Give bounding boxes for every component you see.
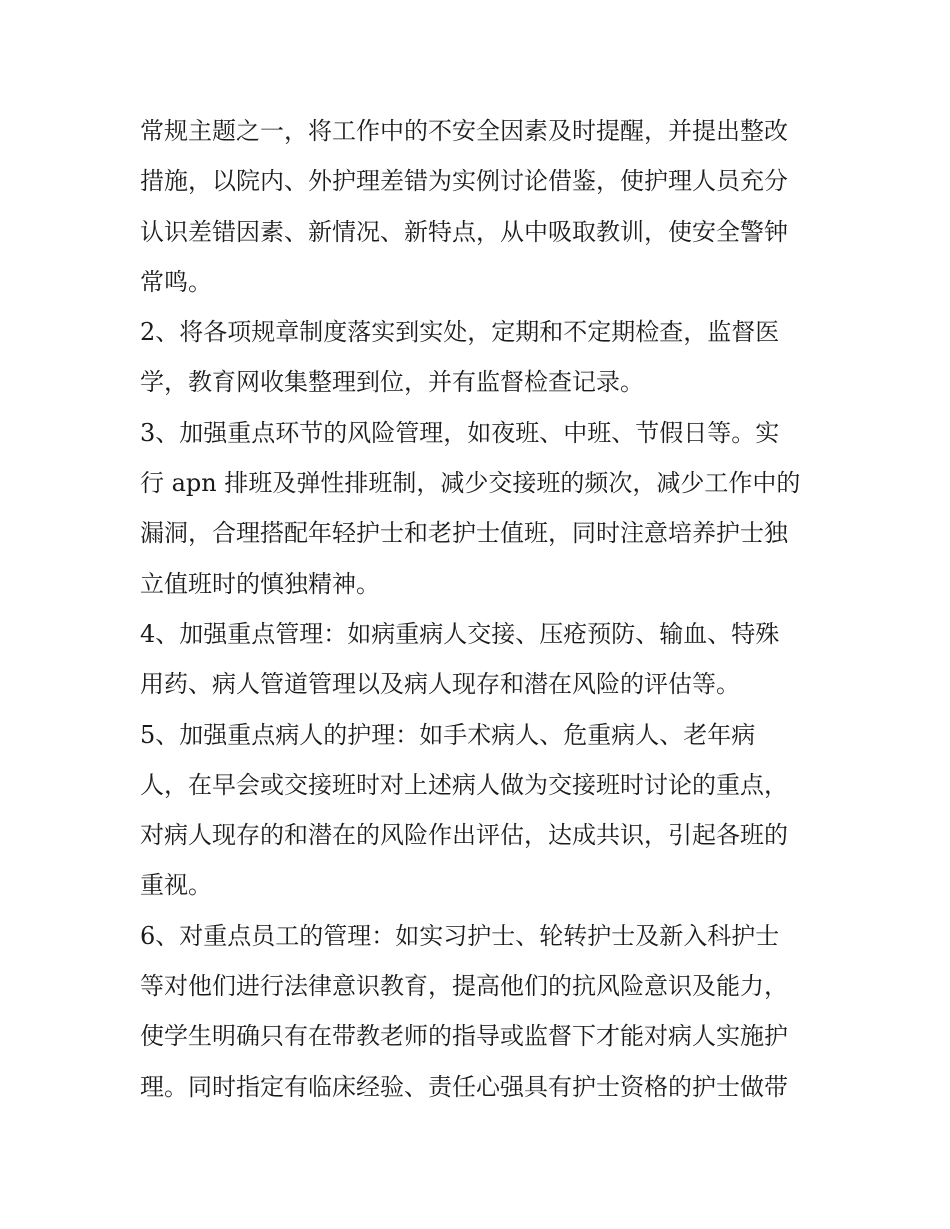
text-line: 等对他们进行法律意识教育，提高他们的抗风险意识及能力， — [140, 972, 788, 1001]
text-line: 认识差错因素、新情况、新特点，从中吸取教训，使安全警钟 — [140, 217, 788, 246]
text-line: 行 apn 排班及弹性排班制，减少交接班的频次，减少工作中的 — [140, 469, 801, 498]
body-text — [140, 106, 820, 1112]
text-line: 对病人现存的和潜在的风险作出评估，达成共识，引起各班的 — [140, 821, 788, 850]
text-line: 2、将各项规章制度落实到实处，定期和不定期检查，监督医 — [140, 318, 780, 347]
text-line: 措施，以院内、外护理差错为实例讨论借鉴，使护理人员充分 — [140, 167, 788, 196]
text-line: 重视。 — [140, 871, 212, 900]
text-line: 理。同时指定有临床经验、责任心强具有护士资格的护士做带 — [140, 1072, 788, 1101]
text-line: 4、加强重点管理：如病重病人交接、压疮预防、输血、特殊 — [140, 619, 780, 648]
text-line: 立值班时的慎独精神。 — [140, 569, 380, 598]
text-line: 5、加强重点病人的护理：如手术病人、危重病人、老年病 — [140, 720, 756, 749]
text-line: 常鸣。 — [140, 267, 212, 296]
text-line: 用药、病人管道管理以及病人现存和潜在风险的评估等。 — [140, 670, 740, 699]
text-line: 漏洞，合理搭配年轻护士和老护士值班，同时注意培养护士独 — [140, 519, 788, 548]
text-line: 常规主题之一，将工作中的不安全因素及时提醒，并提出整改 — [140, 117, 788, 145]
text-line: 学，教育网收集整理到位，并有监督检查记录。 — [140, 368, 644, 397]
text-line: 3、加强重点环节的风险管理，如夜班、中班、节假日等。实 — [140, 418, 780, 447]
text-line: 人，在早会或交接班时对上述病人做为交接班时讨论的重点， — [140, 770, 788, 799]
text-line: 6、对重点员工的管理：如实习护士、轮转护士及新入科护士 — [140, 921, 780, 950]
text-line: 使学生明确只有在带教老师的指导或监督下才能对病人实施护 — [140, 1022, 788, 1051]
